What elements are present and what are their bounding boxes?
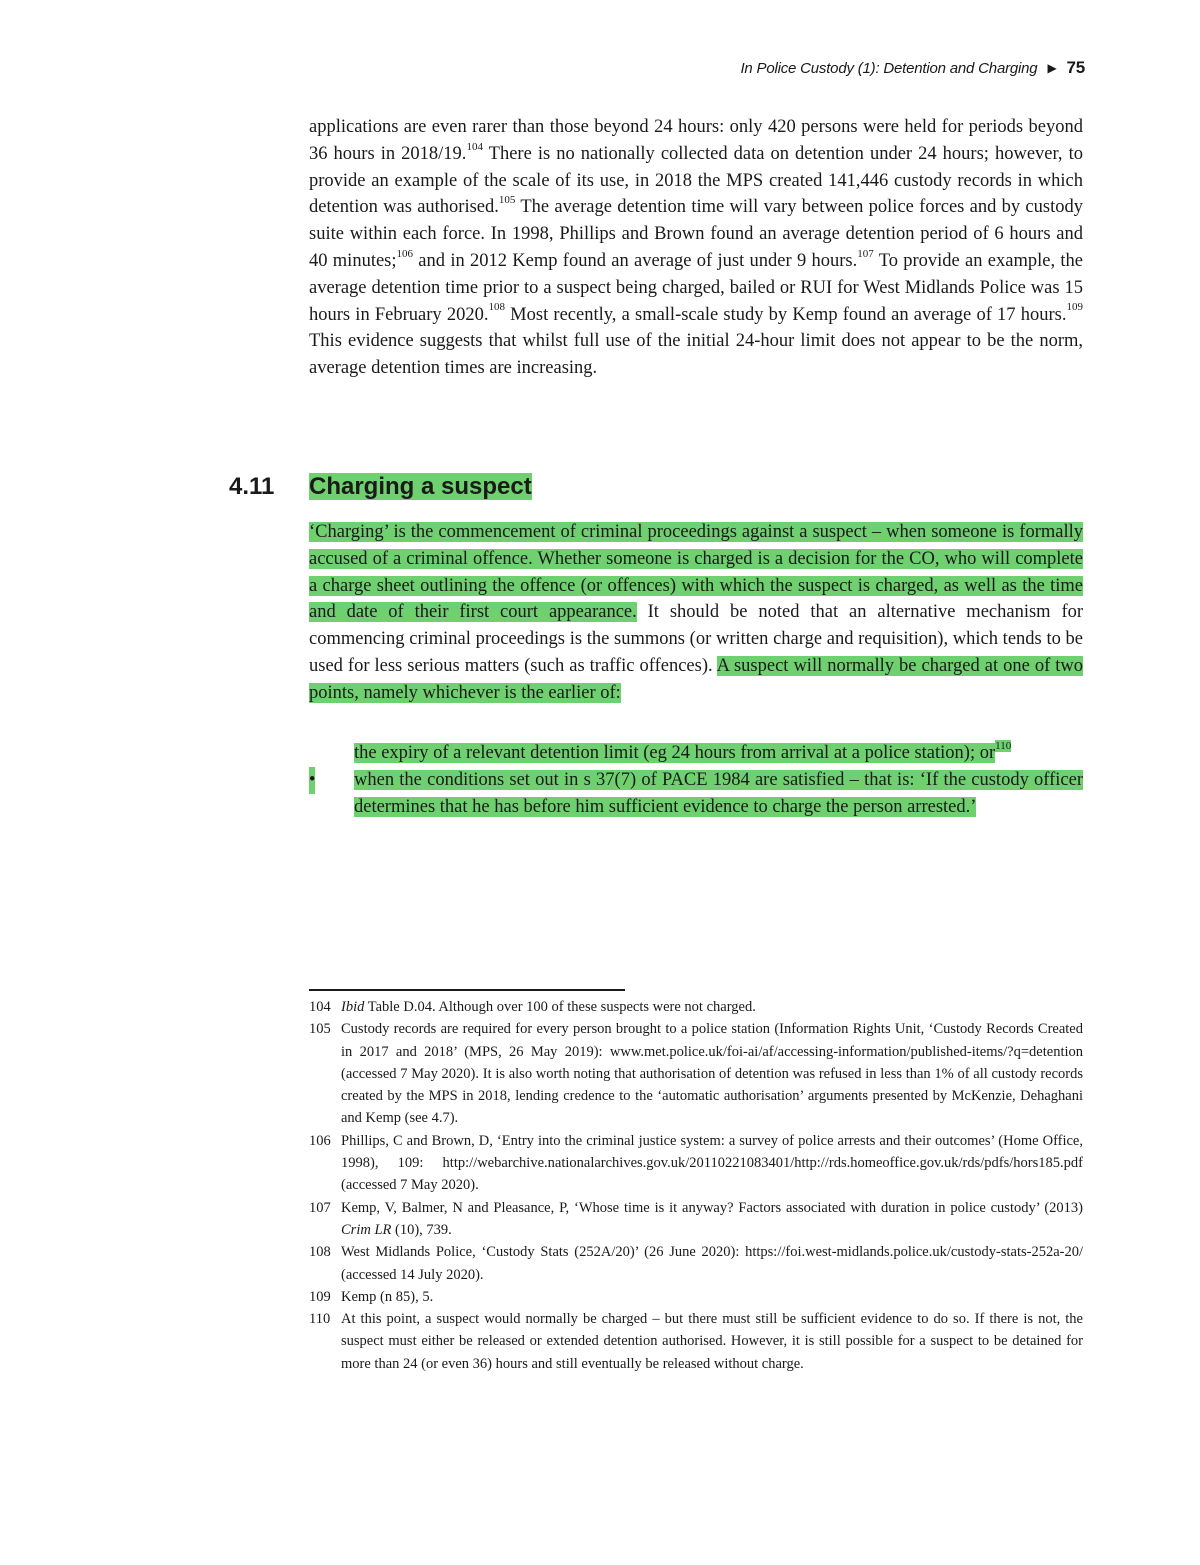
footnote-text: Table D.04. Although over 100 of these suspects were not charged.: [364, 999, 756, 1015]
footnote-ref[interactable]: 108: [488, 301, 505, 314]
footnote-number: 109: [309, 1288, 331, 1305]
footnote-ref[interactable]: 107: [857, 247, 874, 260]
footnote-number: 107: [309, 1199, 331, 1216]
paragraph-text: This evidence suggests that whilst full use of the initial 24-hour limit does not appear to be the norm, average detention times are increasing.: [309, 331, 1083, 379]
footnote-text: Phillips, C and Brown, D, ‘Entry into the criminal justice system: a survey of police arrests and their outcomes’ (Home Office, 1998), 109: http://webarchive.nationalarchives.gov.uk/20110221083401/http://rds.homeoffice.gov.uk/rds/pdfs/hors185.pdf (accessed 7 May 2020).: [341, 1132, 1083, 1194]
footnote-number: 106: [309, 1132, 331, 1149]
footnote-item: [309, 1018, 1083, 1129]
footnote-item: [309, 1308, 1083, 1375]
paragraph-text: Most recently, a small-scale study by Kemp found an average of 17 hours.: [504, 304, 1067, 325]
paragraph-text: The average detention time will vary between police forces and by custody suite within each force. In 1998, Phillips and Brown found an average detention period of 6 hours and 40 minutes;: [309, 197, 1083, 271]
highlighted-text: ‘Charging’ is the commencement of criminal proceedings against a suspect – when someone is formally accused of a criminal offence. Whether someone is charged is a decision for the CO, who will complete a charge sheet outlining the offence (or offences) with which the suspect is charged, as well as the time and date of their first court appearance.: [309, 522, 1083, 623]
footnote-text: Custody records are required for every person brought to a police station (Information Rights Unit, ‘Custody Records Created in 2017 and 2018’ (MPS, 26 May 2019): www.met.police.uk/foi-ai/af/accessing-information/published-items/?q=detention (accessed 7 May 2020). It is also worth noting that authorisation of detention was refused in less than 1% of all custody records created by the MPS in 2018, lending credence to the ‘automatic authorisation’ arguments presented by McKenzie, Dehaghani and Kemp (see 4.7).: [341, 1021, 1083, 1127]
running-head: [740, 58, 1085, 78]
footnote-item: [309, 1197, 1083, 1242]
footnote-number: 104: [309, 999, 331, 1015]
bullet-icon: •: [309, 767, 315, 794]
paragraph-text: To provide an example, the average detention time prior to a suspect being charged, bailed or RUI for West Midlands Police was 15 hours in February 2020.: [309, 250, 1083, 325]
footnote-divider: [309, 989, 625, 991]
page-number: 75: [1066, 58, 1085, 77]
footnote-number: 110: [309, 1311, 331, 1328]
paragraph-text: and in 2012 Kemp found an average of just under 9 hours.: [413, 250, 858, 271]
paragraph-text: applications are even rarer than those beyond 24 hours: only 420 persons were held for periods beyond 36 hours in 2018/19.: [309, 117, 1083, 164]
footnote-number: 105: [309, 1021, 331, 1038]
footnote-text: At this point, a suspect would normally be charged – but there must still be sufficient evidence to do so. If there is not, the suspect must either be released or extended detention authorised. However, it is still possible for a suspect to be detained for more than 24 (or even 36) hours and still eventually be released without charge.: [341, 1311, 1083, 1372]
paragraph-text: There is no nationally collected data on detention under 24 hours; however, to provide an example of the scale of its use, in 2018 the MPS created 141,446 custody records in which detention was authorised.: [309, 143, 1084, 218]
footnote-item: [309, 1286, 1083, 1308]
footnote-text: West Midlands Police, ‘Custody Stats (252A/20)’ (26 June 2020): https://foi.west-midlands.police.uk/custody-stats-252a-20/ (accessed 14 July 2020).: [341, 1244, 1083, 1283]
footnotes-list: [309, 996, 1083, 1375]
section-title: Charging a suspect: [309, 473, 532, 500]
footnote-item: [309, 1241, 1083, 1286]
charging-paragraph: [309, 519, 1083, 707]
footnote-item: [309, 996, 1083, 1018]
footnote-item: [309, 1130, 1083, 1197]
footnote-ref[interactable]: 104: [466, 140, 483, 153]
section-number: 4.11: [229, 473, 275, 500]
footnote-italic: Crim LR: [341, 1221, 392, 1238]
footnote-ref[interactable]: 110: [995, 739, 1012, 752]
footnote-number: 108: [309, 1244, 331, 1261]
bullet-text: when the conditions set out in s 37(7) of PACE 1984 are satisfied – that is: ‘If the custody officer determines that he has before him sufficient evidence to charge the person arrested.’: [354, 769, 1083, 817]
list-item: [309, 740, 1083, 767]
footnote-ref[interactable]: 106: [396, 247, 414, 260]
highlighted-text: A suspect will normally be charged at one of two points, namely whichever is the earlier of:: [309, 655, 1083, 703]
paragraph-text: It should be noted that an alternative mechanism for commencing criminal proceedings is the summons (or written charge and requisition), which tends to be used for less serious matters (such as traffic offences).: [309, 602, 1084, 676]
running-title: In Police Custody (1): Detention and Charging: [740, 59, 1038, 77]
footnote-text: (10), 739.: [391, 1221, 452, 1238]
footnote-ref[interactable]: 109: [1066, 301, 1083, 314]
body-paragraph: [309, 114, 1083, 382]
arrow-icon: ▶: [1047, 61, 1057, 75]
footnote-ref[interactable]: 105: [498, 194, 516, 207]
footnote-text: Kemp, V, Balmer, N and Pleasance, P, ‘Whose time is it anyway? Factors associated with duration in police custody’ (2013): [341, 1199, 1083, 1216]
bullet-text: the expiry of a relevant detention limit (eg 24 hours from arrival at a police station); or: [354, 743, 996, 763]
bullet-list: [309, 740, 1083, 820]
section-heading: [229, 473, 532, 501]
footnote-italic: Ibid: [341, 999, 365, 1015]
list-item: [309, 767, 1083, 821]
footnote-text: Kemp (n 85), 5.: [341, 1288, 434, 1305]
